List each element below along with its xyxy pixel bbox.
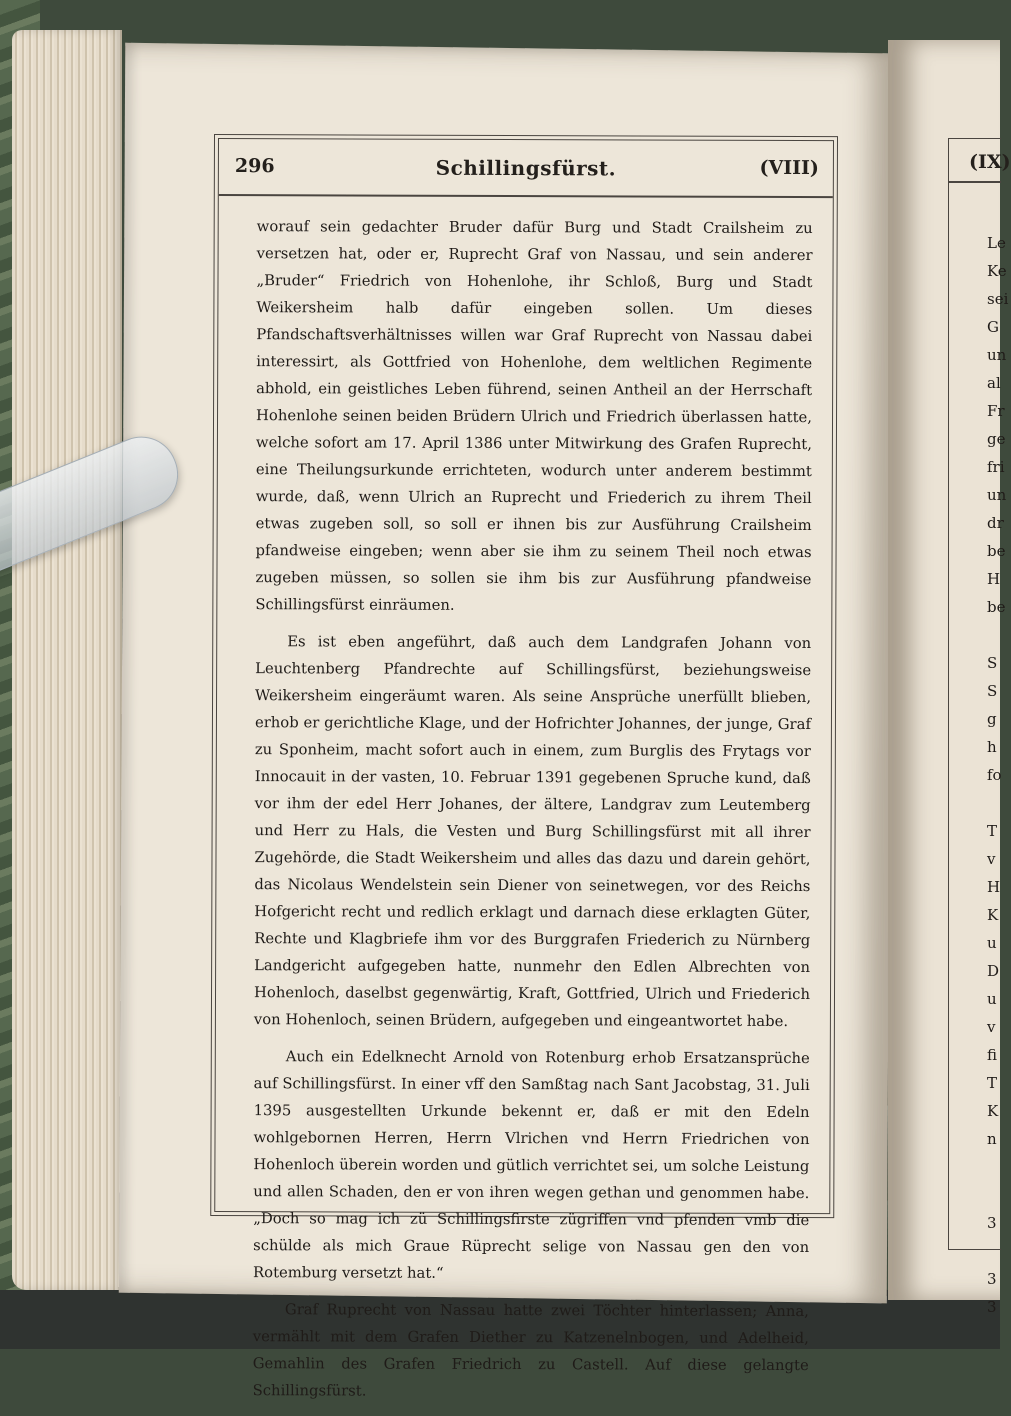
facing-line-fragment: S bbox=[987, 682, 998, 700]
facing-line-fragment bbox=[987, 1242, 1008, 1270]
facing-line-fragment: fi bbox=[987, 1046, 998, 1064]
paragraph: Auch ein Edelknecht Arnold von Rotenburg erhob Ersatzansprüche auf Schillingsfürst. In einer vff den Samßtag nach Sant Jacobstag, 31. Juli 1395 ausgestellten Urkunde bekennt er, daß er mit den Edeln wohlgebornen Herren, Herrn Vlrichen vnd Herrn Friedrichen von Hohenloch überein worden und gütlich verrichtet sei, um solche Leistung und allen Schaden, den er von ihren wegen gethan und genommen habe. „Doch so mag ich zü Schillingsfirste zügriffen vnd pfenden vmb die schülde als mich Graue Rüprecht selige von Nassau gen den von Rotemburg versetzt hat.“ bbox=[253, 1048, 810, 1282]
paragraph: Graf Ruprecht von Nassau hatte zwei Töchter hinterlassen; Anna, vermählt mit dem Grafen Diether zu Katzenelnbogen, und Adelheid, Gemahlin des Grafen Friedrich zu Castell. Auf diese gelangte Schillingsfürst. bbox=[252, 1301, 809, 1400]
facing-line-fragment: H bbox=[987, 570, 1001, 588]
facing-line-fragment: al bbox=[987, 374, 1001, 392]
page-body bbox=[253, 213, 813, 1416]
facing-section-number: (IX) bbox=[969, 151, 1011, 173]
facing-line-fragment: Ke bbox=[987, 262, 1007, 280]
facing-line-fragment: un bbox=[987, 486, 1007, 504]
page-header bbox=[219, 139, 833, 198]
facing-line-fragment: T bbox=[987, 1074, 998, 1092]
facing-line-fragment: sei bbox=[987, 290, 1009, 308]
facing-line-fragment: 3 bbox=[987, 1214, 997, 1232]
facing-line-fragment: Fr bbox=[987, 402, 1005, 420]
facing-page-header bbox=[949, 139, 1011, 183]
facing-line-fragment: v bbox=[987, 850, 996, 868]
facing-line-fragment: fo bbox=[987, 766, 1002, 784]
facing-line-fragment: be bbox=[987, 542, 1006, 560]
facing-line-fragment bbox=[987, 794, 1008, 822]
facing-line-fragment: H bbox=[987, 878, 1001, 896]
facing-line-fragment: S bbox=[987, 654, 998, 672]
facing-line-fragment bbox=[987, 1186, 1008, 1214]
facing-line-fragment: T bbox=[987, 822, 998, 840]
facing-line-fragment: K bbox=[987, 906, 999, 924]
page-number: 296 bbox=[234, 155, 275, 178]
facing-line-fragment: 3 bbox=[987, 1270, 997, 1288]
facing-page-text bbox=[987, 234, 1008, 1326]
facing-line-fragment: u bbox=[987, 934, 997, 952]
facing-line-fragment bbox=[987, 1158, 1008, 1186]
facing-line-fragment bbox=[987, 626, 1008, 654]
facing-line-fragment: un bbox=[987, 346, 1007, 364]
facing-line-fragment: v bbox=[987, 1018, 996, 1036]
facing-line-fragment: be bbox=[987, 598, 1006, 616]
facing-line-fragment: G bbox=[987, 318, 999, 336]
facing-line-fragment: n bbox=[987, 1130, 997, 1148]
paragraph: worauf sein gedachter Bruder dafür Burg und Stadt Crailsheim zu versetzen hat, oder er, Ruprecht Graf von Nassau, und sein anderer „Bruder“ Friedrich von Hohenlohe, ihr Schloß, Burg und Stadt Weikersheim halb dafür eingeben sollen. Um dieses Pfandschaftsverhältnisses willen war Graf Ruprecht von Nassau dabei interessirt, als Gottfried von Hohenlohe, dem weltlichen Regimente abhold, ein geistliches Leben führend, seinen Antheil an der Herrschaft Hohenlohe seinen beiden Brüdern Ulrich und Friedrich überlassen hatte, welche sofort am 17. April 1386 unter Mitwirkung des Grafen Ruprecht, eine Theilungsurkunde errichteten, wodurch unter anderem bestimmt wurde, daß, wenn Ulrich an Ruprecht und Friederich zu ihrem Theil etwas zugeben soll, so soll er ihnen bis zur Ausführung Crailsheim pfandweise eingeben; wenn aber sie ihm zu seinem Theil noch etwas zugeben müssen, so sollen sie ihm bis zur Ausführung pfandweise Schillingsfürst einräumen. bbox=[255, 218, 813, 614]
facing-line-fragment: g bbox=[987, 710, 997, 728]
facing-line-fragment: dr bbox=[987, 514, 1004, 532]
facing-line-fragment: D bbox=[987, 962, 1000, 980]
facing-page-frame bbox=[948, 138, 1011, 1316]
running-title: Schillingsfürst. bbox=[435, 155, 617, 181]
facing-line-fragment: u bbox=[987, 990, 997, 1008]
facing-line-fragment: ge bbox=[987, 430, 1006, 448]
book-page-edges bbox=[12, 30, 122, 1290]
page-frame bbox=[214, 138, 834, 1400]
facing-line-fragment: 3 bbox=[987, 1298, 997, 1316]
facing-line-fragment: h bbox=[987, 738, 997, 756]
paragraph: Es ist eben angeführt, daß auch dem Landgrafen Johann von Leuchtenberg Pfandrechte auf Schillingsfürst, beziehungsweise Weikersheim eingeräumt waren. Als seine Ansprüche unerfüllt blieben, erhob er gerichtliche Klage, und der Hofrichter Johannes, der junge, Graf zu Sponheim, macht sofort auch in einem, zum Burglis des Frytags vor Innocauit in der vasten, 10. Februar 1391 gegebenen Spruche kund, daß vor ihm der edel Herr Johanes, der ältere, Landgrav zum Leutemberg und Herr zu Hals, die Vesten und Burg Schillingsfürst mit all ihrer Zugehörde, die Stadt Weikersheim und alles das dazu und darein gehört, das Nicolaus Wendelstein sein Diener von seinetwegen, vor des Reichs Hofgericht recht und redlich erklagt und darnach diese erklagten Güter, Rechte und Klagbriefe ihm vor des Burggrafen Friederich zu Nürnberg Landgericht aufgegeben hatte, nunmehr den Edlen Albrechten von Hohenloch, daselbst gegenwärtig, Kraft, Gottfried, Ulrich und Friederich von Hohenloch, seinen Brüdern, aufgegeben und eingeantwortet habe. bbox=[253, 633, 812, 1030]
facing-line-fragment: K bbox=[987, 1102, 999, 1120]
section-number: (VIII) bbox=[759, 156, 819, 180]
facing-line-fragment: fri bbox=[987, 458, 1005, 476]
facing-line-fragment: Le bbox=[987, 234, 1006, 252]
